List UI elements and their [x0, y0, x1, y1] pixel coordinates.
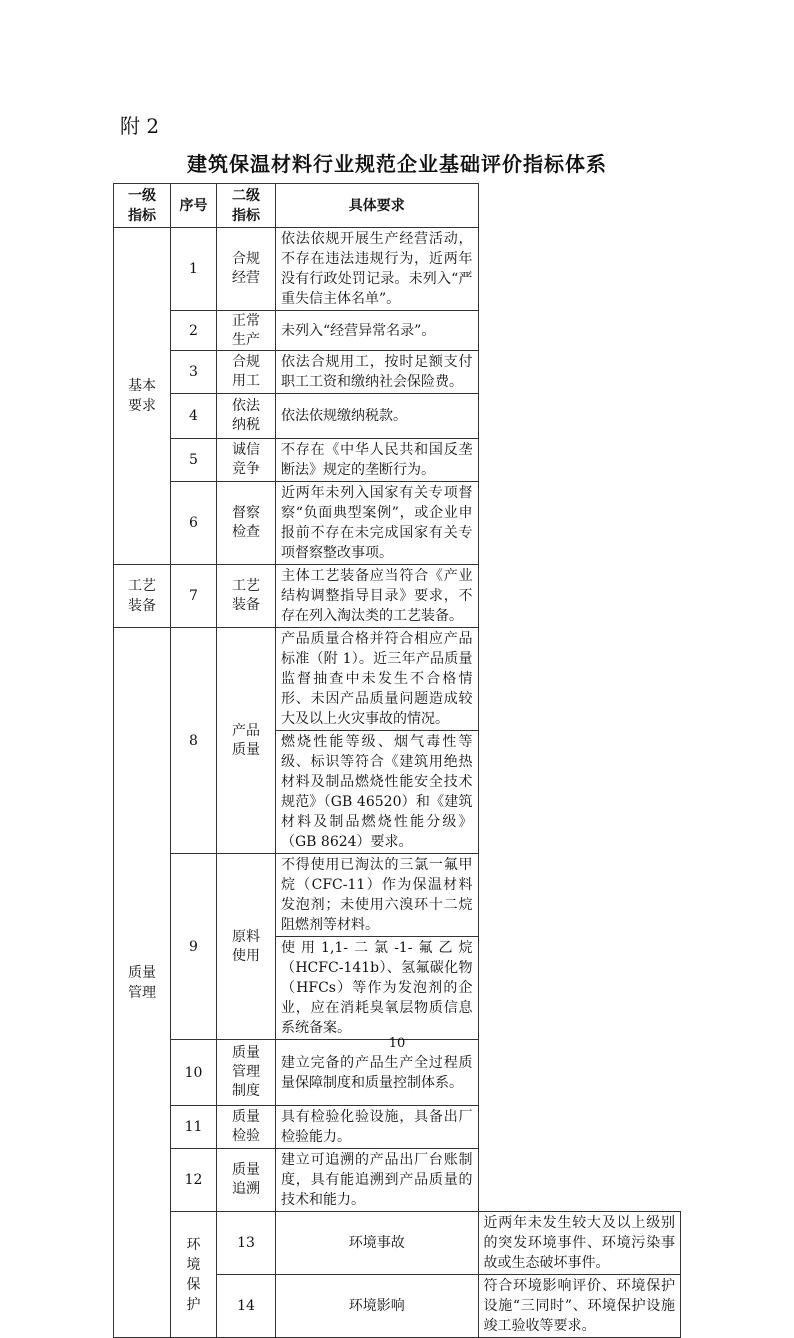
- indicator-table: [113, 183, 681, 1338]
- requirement-text: 依法合规用工，按时足额支付职工工资和缴纳社会保险费。: [276, 351, 479, 394]
- header-num: 序号: [171, 184, 217, 228]
- row-number: 10: [171, 1040, 217, 1106]
- table-row: [114, 439, 681, 482]
- table-row: [114, 854, 681, 937]
- level1-indicator: 环境保护: [171, 1212, 217, 1338]
- level2-indicator: 正常生产: [217, 311, 276, 351]
- level2-indicator: 环境事故: [276, 1212, 479, 1275]
- requirement-text: 依法依规缴纳税款。: [276, 394, 479, 439]
- table-row: [114, 1106, 681, 1149]
- row-number: 14: [217, 1275, 276, 1338]
- level2-indicator: 督察检查: [217, 482, 276, 565]
- requirement-text: 建立可追溯的产品出厂台账制度，具有能追溯到产品质量的技术和能力。: [276, 1149, 479, 1212]
- row-number: 5: [171, 439, 217, 482]
- level1-indicator: 质量管理: [114, 628, 171, 1338]
- table-row: [114, 228, 681, 311]
- row-number: 2: [171, 311, 217, 351]
- attachment-label: 附 2: [120, 114, 160, 138]
- level2-indicator: 环境影响: [276, 1275, 479, 1338]
- level2-indicator: 产品质量: [217, 628, 276, 854]
- table-row: [114, 351, 681, 394]
- table-row: [114, 565, 681, 628]
- requirement-text: 未列入“经营异常名录”。: [276, 311, 479, 351]
- requirement-text: 燃烧性能等级、烟气毒性等级、标识等符合《建筑用绝热材料及制品燃烧性能安全技术规范》（GB 46520）和《建筑材料及制品燃烧性能分级》（GB 8624）要求。: [276, 731, 479, 854]
- requirement-text: 具有检验化验设施，具备出厂检验能力。: [276, 1106, 479, 1149]
- row-number: 1: [171, 228, 217, 311]
- table-row: [114, 1212, 681, 1275]
- row-number: 6: [171, 482, 217, 565]
- header-level1: 一级指标: [114, 184, 171, 228]
- level2-indicator: 合规经营: [217, 228, 276, 311]
- table-row: [114, 394, 681, 439]
- requirement-text: 不存在《中华人民共和国反垄断法》规定的垄断行为。: [276, 439, 479, 482]
- level2-indicator: 依法纳税: [217, 394, 276, 439]
- level2-indicator: 质量检验: [217, 1106, 276, 1149]
- header-requirement: 具体要求: [276, 184, 479, 228]
- table-row: [114, 628, 681, 731]
- row-number: 12: [171, 1149, 217, 1212]
- requirement-text: 建立完备的产品生产全过程质量保障制度和质量控制体系。: [276, 1040, 479, 1106]
- requirement-text: 近两年未发生较大及以上级别的突发环境事件、环境污染事故或生态破坏事件。: [478, 1212, 681, 1275]
- requirement-text: 近两年未列入国家有关专项督察“负面典型案例”，或企业申报前不存在未完成国家有关专项督察整改事项。: [276, 482, 479, 565]
- row-number: 13: [217, 1212, 276, 1275]
- row-number: 8: [171, 628, 217, 854]
- level2-indicator: 诚信竞争: [217, 439, 276, 482]
- document-title: 建筑保温材料行业规范企业基础评价指标体系: [187, 152, 607, 176]
- requirement-text: 主体工艺装备应当符合《产业结构调整指导目录》要求，不存在列入淘汰类的工艺装备。: [276, 565, 479, 628]
- level2-indicator: 合规用工: [217, 351, 276, 394]
- level1-indicator: 基本要求: [114, 228, 171, 565]
- level2-indicator: 原料使用: [217, 854, 276, 1040]
- table-header-row: [114, 184, 681, 228]
- row-number: 4: [171, 394, 217, 439]
- table-row: [114, 311, 681, 351]
- requirement-text: 使用1,1-二氯-1-氟乙烷（HCFC-141b）、氢氟碳化物（HFCs）等作为发泡剂的企业，应在消耗臭氧层物质信息系统备案。: [276, 937, 479, 1040]
- level2-indicator: 工艺装备: [217, 565, 276, 628]
- table-row: [114, 1149, 681, 1212]
- level1-indicator: 工艺装备: [114, 565, 171, 628]
- header-level2: 二级指标: [217, 184, 276, 228]
- table-row: [114, 482, 681, 565]
- row-number: 3: [171, 351, 217, 394]
- page-number: 10: [388, 1036, 406, 1051]
- requirement-text: 依法依规开展生产经营活动，不存在违法违规行为，近两年没有行政处罚记录。未列入“严重失信主体名单”。: [276, 228, 479, 311]
- row-number: 11: [171, 1106, 217, 1149]
- level2-indicator: 质量管理制度: [217, 1040, 276, 1106]
- row-number: 7: [171, 565, 217, 628]
- level2-indicator: 质量追溯: [217, 1149, 276, 1212]
- requirement-text: 产品质量合格并符合相应产品标准（附 1）。近三年产品质量监督抽查中未发生不合格情形、未因产品质量问题造成较大及以上火灾事故的情况。: [276, 628, 479, 731]
- row-number: 9: [171, 854, 217, 1040]
- requirement-text: 不得使用已淘汰的三氯一氟甲烷（CFC-11）作为保温材料发泡剂；未使用六溴环十二烷阻燃剂等材料。: [276, 854, 479, 937]
- requirement-text: 符合环境影响评价、环境保护设施“三同时”、环境保护设施竣工验收等要求。: [478, 1275, 681, 1338]
